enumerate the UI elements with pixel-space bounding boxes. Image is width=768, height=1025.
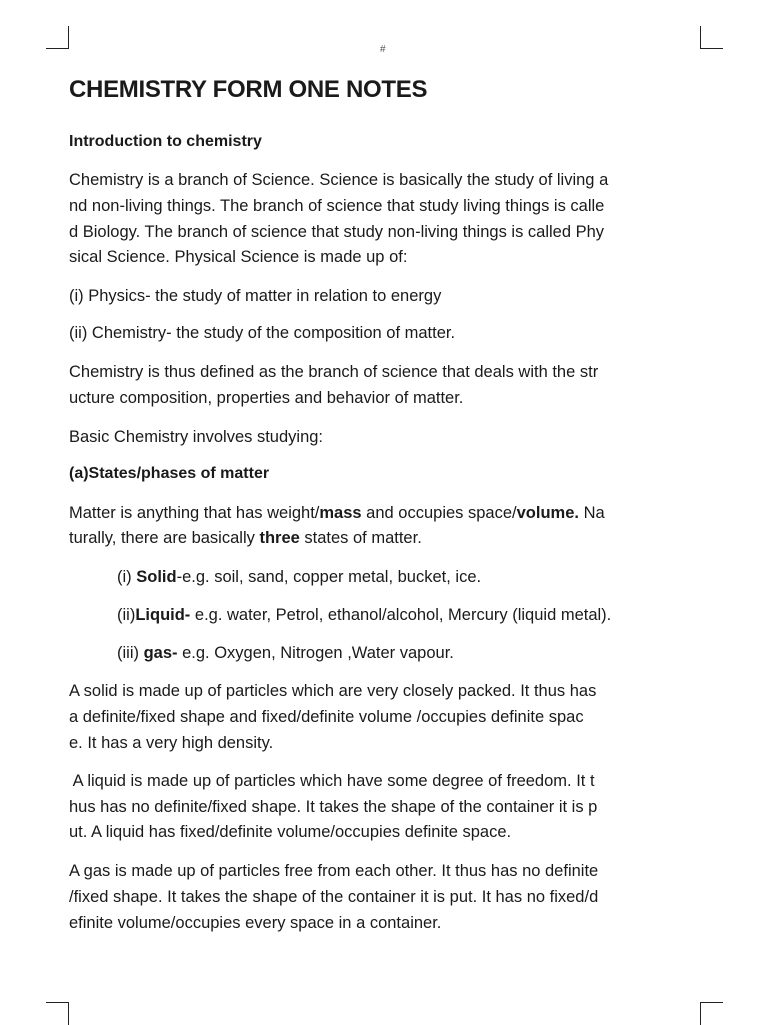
solid-para-line: A solid is made up of particles which are very closely packed. It thus has [69, 682, 597, 700]
state-item-solid: (i) Solid-e.g. soil, sand, copper metal, bucket, ice. [117, 568, 482, 586]
page-title: CHEMISTRY FORM ONE NOTES [69, 76, 428, 103]
gas-para-line: /fixed shape. It takes the shape of the container it is put. It has no fixed/d [69, 888, 599, 906]
crop-mark-bottom-left [46, 1002, 69, 1025]
states-heading: (a)States/phases of matter [69, 465, 270, 482]
crop-mark-top-right [700, 26, 723, 49]
para2-line: ucture composition, properties and behavior of matter. [69, 389, 464, 407]
para1-line: sical Science. Physical Science is made up of: [69, 248, 408, 266]
intro-heading: Introduction to chemistry [69, 133, 262, 150]
solid-para-line: a definite/fixed shape and fixed/definite volume /occupies definite spac [69, 708, 584, 726]
para3: Basic Chemistry involves studying: [69, 428, 324, 446]
liquid-para-line: A liquid is made up of particles which have some degree of freedom. It t [69, 772, 595, 790]
state-item-liquid: (ii)Liquid- e.g. water, Petrol, ethanol/alcohol, Mercury (liquid metal). [117, 606, 612, 624]
crop-mark-bottom-right [700, 1002, 723, 1025]
para1-line: Chemistry is a branch of Science. Science is basically the study of living a [69, 171, 609, 189]
solid-para-line: e. It has a very high density. [69, 734, 274, 752]
page-number: # [380, 44, 386, 55]
liquid-para-line: hus has no definite/fixed shape. It takes the shape of the container it is p [69, 798, 598, 816]
para2-line: Chemistry is thus defined as the branch of science that deals with the str [69, 363, 599, 381]
list-item-chemistry: (ii) Chemistry- the study of the composition of matter. [69, 324, 456, 342]
matter-line-1: Matter is anything that has weight/mass and occupies space/volume. Na [69, 504, 605, 522]
liquid-para-line: ut. A liquid has fixed/definite volume/occupies definite space. [69, 823, 512, 841]
crop-mark-top-left [46, 26, 69, 49]
state-item-gas: (iii) gas- e.g. Oxygen, Nitrogen ,Water vapour. [117, 644, 454, 662]
gas-para-line: A gas is made up of particles free from each other. It thus has no definite [69, 862, 599, 880]
gas-para-line: efinite volume/occupies every space in a container. [69, 914, 442, 932]
para1-line: nd non-living things. The branch of science that study living things is calle [69, 197, 605, 215]
para1-line: d Biology. The branch of science that study non-living things is called Phy [69, 223, 605, 241]
list-item-physics: (i) Physics- the study of matter in relation to energy [69, 287, 442, 305]
matter-line-2: turally, there are basically three states of matter. [69, 529, 422, 547]
